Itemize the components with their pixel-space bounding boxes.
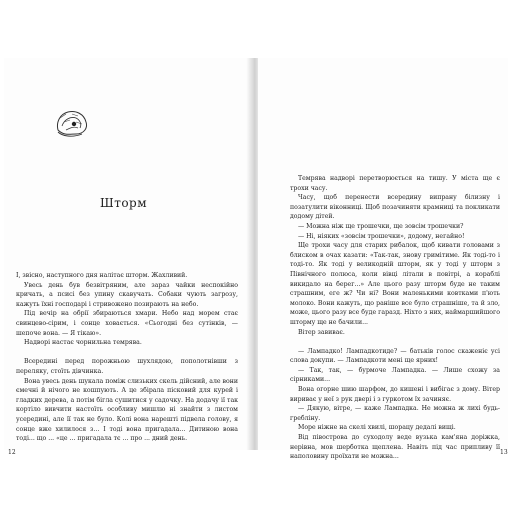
right-page (258, 58, 508, 461)
right-page-text (290, 174, 500, 462)
paragraph: — Ні, ніяких «зовсім трошечки», додому, негайно! (298, 232, 465, 240)
paragraph: Під вечір на обрії збираються хмари. Небо над морем стає свинцево-сірим, і сонце ховається. «Сьогодні без сутінків, — шепоче вона. — Я тікаю». (16, 310, 238, 337)
paragraph: Вітер завиває. (298, 328, 345, 336)
paragraph: Вона огорне шию шарфом, до кишені і вибігає з дому. Вітер вириває у неї з рук двері і з гуркотом їх зачиняє. (290, 386, 500, 403)
paragraph: Море ніжне на скелі хвилі, шорацу дедалі вищі. (298, 424, 456, 432)
paragraph: І, звісно, наступного дня налітає шторм. Жахливий. (16, 272, 188, 279)
paragraph: Від півострова до суходолу веде вузька кам'яна доріжка, нерівна, мов шерботка щеплена. Навіть під час припливу її наполовину проїхати не можна... (290, 434, 500, 461)
ink-sketch-ornament-icon (52, 104, 92, 140)
paragraph: — Можна ніж ще трошечки, ще зовсім трошечки? (298, 222, 464, 230)
chapter-title: Шторм (100, 196, 148, 210)
paragraph: — Лампадко! Лампадкотиде? — батьків голос скаженіє усі слова докупи. — Лампадкоти мені ще ярних! (290, 347, 500, 365)
paragraph: — Так, так, — бурмоче Лампадка. — Лише схожу за сірниками... (290, 366, 500, 384)
left-page (4, 58, 252, 456)
paragraph: Ще трохи часу для старих рибалок, щоб кивати головами з блиском в очах казати: «Так-так, знову гримітиме. Як тоді-то і тоді-то. Як тоді у великодній шторм, як у тоді у шторм з Північного полюса, коли вівці літали в повітрі, а кораблі викидало на берег...» Але цього разу шторм буде не таким страшним, еге ж? Чи ні? Вони маленькими ковтками п'ють молоко. Вони кажуть, що раніше все було страшніше, та й зло, може, цього разу все буде гаразд. Ніхто з них, наймаршийшого шторму ще не бачили... (290, 242, 500, 326)
paragraph: Увесь день був безвітряним, але зараз чайки неспокійно кричать, а псисі без упину скавучать. Собаки чують загрозу, кажуть їхні господарі і стривожено позирають на небо. (16, 281, 238, 308)
paragraph: Часу, щоб перенести всередину випрану білизну і позатулити віконниці. Щоб позачиняти крамниці та покликати додому дітей. (290, 194, 500, 221)
paragraph: Темрява надворі перетворюється на тишу. У міста ще є трохи часу. (290, 175, 500, 192)
paragraph: Вона увесь день шукала поміж слизьких скель дійсний, але вони ємечні й нічого не кошпують. А це збірала пісковий для курей і гладких дерева, а потім бігла сушитися у садочку. На додачу ії так кортіло вивчити настоїть особливу мишлю ні знайти з листом усередині, але її так не було. Колі вона нарешті підвела голову, я сонце вже хилилося з... І тоді вона пригадала... Дитиною вона тоді... що ... «це ... пригадала тє ... про ... дний день. (16, 377, 238, 443)
left-page-text (16, 271, 238, 444)
page-number: 12 (8, 449, 16, 456)
paragraph: Всередині перед порожньою шухлядою, пополотнівши з переляку, стоїть дівчинка. (16, 358, 238, 375)
paragraph: — Дякую, вітре, — каже Лампадка. Не можна ж лихі будь-гребліну. (290, 405, 500, 422)
page-number: 13 (500, 449, 508, 456)
paragraph: Надворі настає чорнильна темрява. (24, 339, 142, 347)
